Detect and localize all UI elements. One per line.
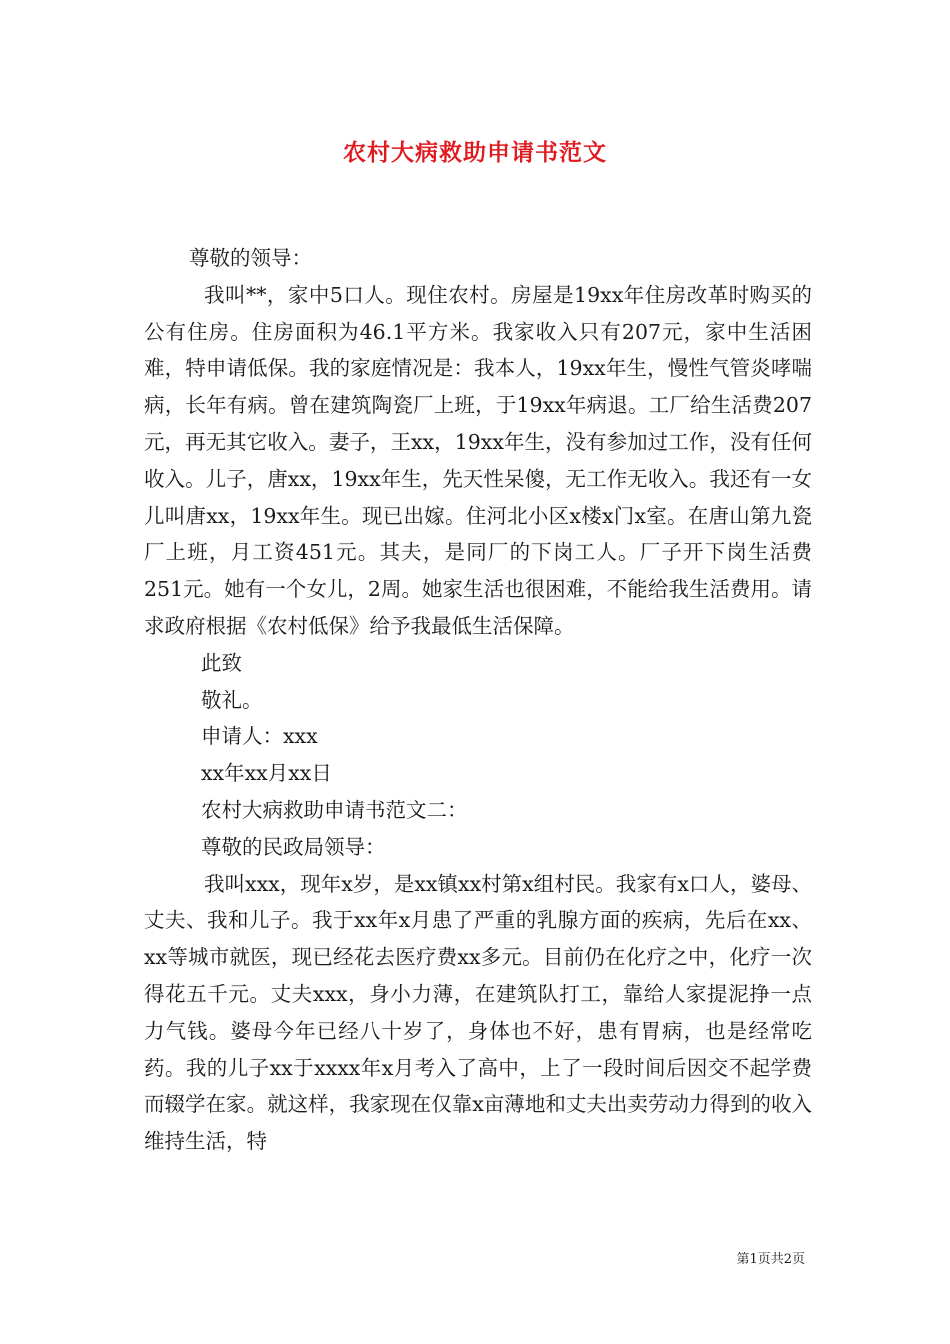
salutation-2: 尊敬的民政局领导： [201,834,386,859]
document-title: 农村大病救助申请书范文 [343,139,607,166]
page-footer: 第1页共2页 [736,1252,805,1267]
closing-line-1: 此致 [201,650,242,675]
applicant-line: 申请人：xxx [201,724,318,749]
section-2-heading: 农村大病救助申请书范文二： [201,797,468,822]
body-paragraph-1: 我叫**，家中5口人。现住农村。房屋是19xx年住房改革时购买的公有住房。住房面积为46.1平方米。我家收入只有207元，家中生活困难，特申请低保。我的家庭情况是：我本人，19xx年生，慢性气管炎哮喘病，长年有病。曾在建筑陶瓷厂上班，于19xx年病退。工厂给生活费207元，再无其它收入。妻子，王xx，19xx年生，没有参加过工作，没有任何收入。儿子，唐xx，19xx年生，先天性呆傻，无工作无收入。我还有一女儿叫唐xx，19xx年生。现已出嫁。住河北小区x楼x门x室。在唐山第九瓷厂上班，月工资451元。其夫，是同厂的下岗工人。厂子开下岗生活费251元。她有一个女儿，2周。她家生活也很困难，不能给我生活费用。请求政府根据《农村低保》给予我最低生活保障。 [144,282,812,638]
body-paragraph-2: 我叫xxx，现年x岁，是xx镇xx村第x组村民。我家有x口人，婆母、丈夫、我和儿子。我于xx年x月患了严重的乳腺方面的疾病，先后在xx、xx等城市就医，现已经花去医疗费xx多元。目前仍在化疗之中，化疗一次得花五千元。丈夫xxx，身小力薄，在建筑队打工，靠给人家提泥挣一点力气钱。婆母今年已经八十岁了，身体也不好，患有胃病，也是经常吃药。我的儿子xx于xxxx年x月考入了高中，上了一段时间后因交不起学费而辍学在家。就这样，我家现在仅靠x亩薄地和丈夫出卖劳动力得到的收入维持生活，特 [144,871,812,1154]
salutation: 尊敬的领导： [189,246,312,270]
document-body [144,240,812,1160]
date-line: xx年xx月xx日 [201,761,332,786]
closing-line-2: 敬礼。 [201,687,263,712]
